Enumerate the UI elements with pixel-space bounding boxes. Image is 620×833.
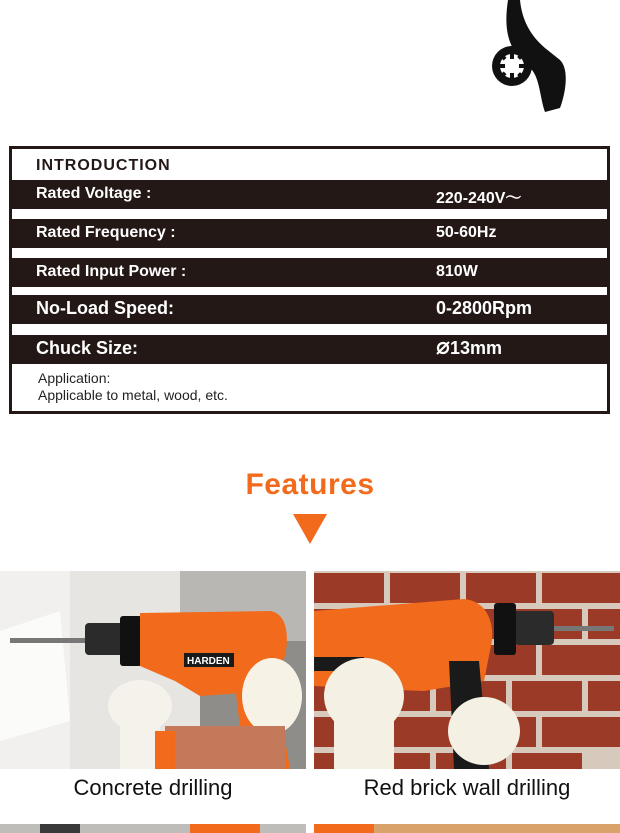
next-photo-left	[0, 822, 306, 833]
next-photo-right	[314, 822, 620, 833]
spec-label: Rated Input Power	[36, 263, 177, 280]
feature-photo-brick	[314, 571, 620, 769]
spec-value: 0-2800Rpm	[436, 298, 533, 318]
spec-label: Chuck Size:	[36, 338, 139, 358]
spec-value: 13mm	[450, 338, 503, 358]
spec-label: Rated Frequency	[36, 224, 166, 241]
spec-heading: INTRODUCTION	[36, 157, 171, 174]
spec-separator: :	[170, 224, 176, 241]
spec-separator: :	[180, 263, 187, 280]
diameter-icon	[436, 341, 450, 355]
feature-photo-concrete	[0, 571, 306, 769]
brand-logo: HARDEN	[187, 656, 230, 667]
application-text: Applicable to metal, wood, etc.	[38, 387, 228, 403]
spec-value: 810W	[436, 263, 478, 280]
caption-concrete: Concrete drilling	[73, 775, 233, 800]
down-arrow-icon	[293, 514, 327, 544]
spec-row-no-load-speed	[12, 295, 607, 324]
application-label: Application:	[38, 370, 111, 386]
spec-label: Rated Voltage	[36, 185, 142, 202]
spec-row-rated-frequency	[12, 219, 607, 248]
spec-row-chuck-size	[12, 335, 607, 364]
spec-row-rated-input-power	[12, 258, 607, 287]
product-image-top	[0, 0, 620, 140]
spec-value: 220-240V～	[436, 190, 522, 207]
spec-table	[9, 146, 610, 414]
spec-row-rated-voltage	[12, 180, 607, 209]
application-note	[38, 370, 228, 404]
features-title: Features	[245, 468, 375, 501]
spec-separator: :	[145, 185, 152, 202]
spec-value: 50-60Hz	[436, 224, 497, 241]
drill-handle-illustration	[0, 0, 620, 140]
spec-label: No-Load Speed:	[36, 298, 174, 318]
caption-brick: Red brick wall drilling	[363, 775, 571, 800]
